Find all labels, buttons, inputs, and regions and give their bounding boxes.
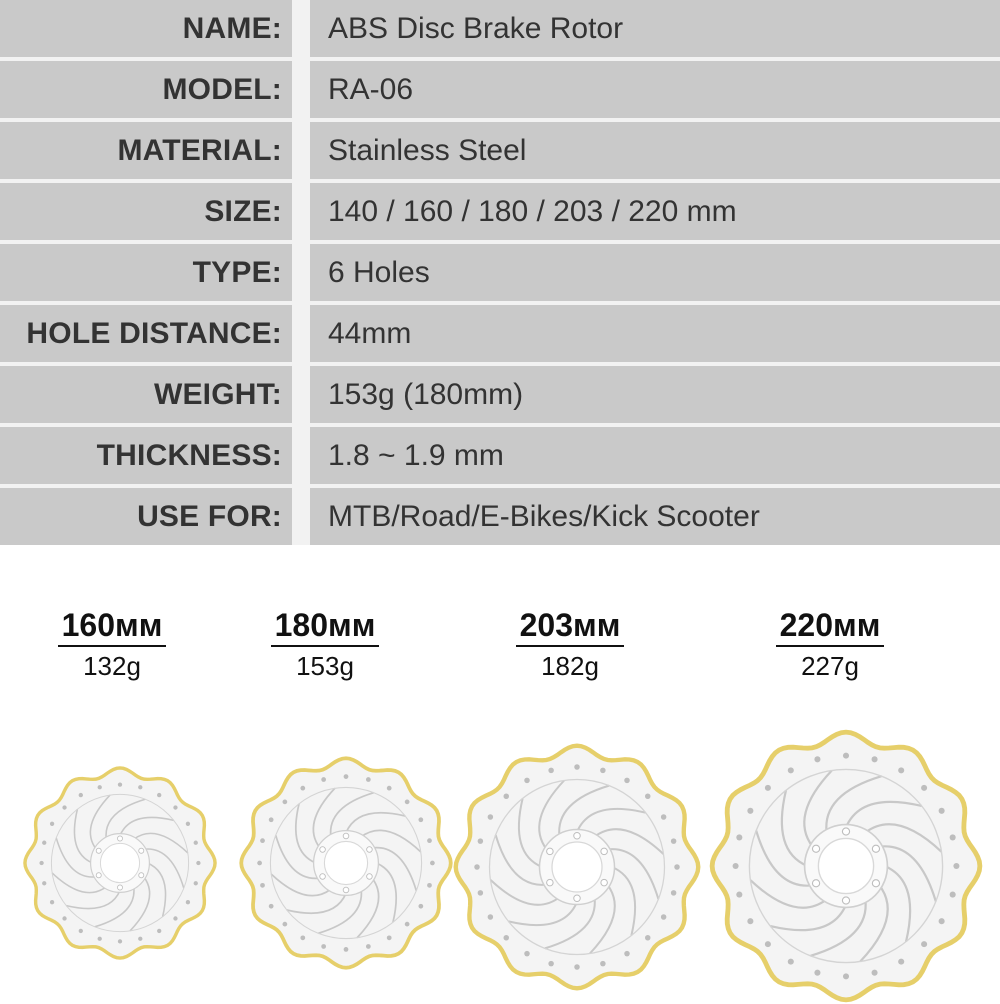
spec-row-material bbox=[0, 122, 1000, 179]
spec-value: 1.8 ~ 1.9 mm bbox=[310, 427, 1000, 484]
spec-row-size bbox=[0, 183, 1000, 240]
spec-value: 44mm bbox=[310, 305, 1000, 362]
spec-row-thickness bbox=[0, 427, 1000, 484]
spec-value: 140 / 160 / 180 / 203 / 220 mm bbox=[310, 183, 1000, 240]
spec-row-name bbox=[0, 0, 1000, 57]
spec-label: HOLE DISTANCE: bbox=[0, 305, 292, 362]
variant-160 bbox=[22, 605, 202, 683]
variant-size: 220мм bbox=[776, 605, 885, 647]
spec-row-model bbox=[0, 61, 1000, 118]
variant-203 bbox=[480, 605, 660, 683]
variant-180 bbox=[235, 605, 415, 683]
variant-weight: 132g bbox=[83, 651, 141, 681]
spec-row-use-for bbox=[0, 488, 1000, 545]
spec-row-hole-distance bbox=[0, 305, 1000, 362]
rotor-220-image bbox=[708, 728, 984, 1004]
spec-value: MTB/Road/E-Bikes/Kick Scooter bbox=[310, 488, 1000, 545]
spec-value: Stainless Steel bbox=[310, 122, 1000, 179]
spec-label: NAME: bbox=[0, 0, 292, 57]
spec-value: 6 Holes bbox=[310, 244, 1000, 301]
variant-weight: 182g bbox=[541, 651, 599, 681]
variant-size: 180мм bbox=[271, 605, 380, 647]
spec-value: 153g (180mm) bbox=[310, 366, 1000, 423]
spec-value: RA-06 bbox=[310, 61, 1000, 118]
spec-label: WEIGHT: bbox=[0, 366, 292, 423]
rotor-180-image bbox=[238, 755, 454, 971]
rotor-160-image bbox=[22, 765, 218, 961]
variant-weight: 227g bbox=[801, 651, 859, 681]
spec-label: TYPE: bbox=[0, 244, 292, 301]
spec-row-weight bbox=[0, 366, 1000, 423]
variant-weight: 153g bbox=[296, 651, 354, 681]
spec-row-type bbox=[0, 244, 1000, 301]
variant-size: 160мм bbox=[58, 605, 167, 647]
spec-label: USE FOR: bbox=[0, 488, 292, 545]
spec-label: THICKNESS: bbox=[0, 427, 292, 484]
variant-size: 203мм bbox=[516, 605, 625, 647]
variant-220 bbox=[740, 605, 920, 683]
spec-label: MODEL: bbox=[0, 61, 292, 118]
spec-label: MATERIAL: bbox=[0, 122, 292, 179]
rotor-203-image bbox=[452, 742, 702, 992]
spec-label: SIZE: bbox=[0, 183, 292, 240]
spec-value: ABS Disc Brake Rotor bbox=[310, 0, 1000, 57]
